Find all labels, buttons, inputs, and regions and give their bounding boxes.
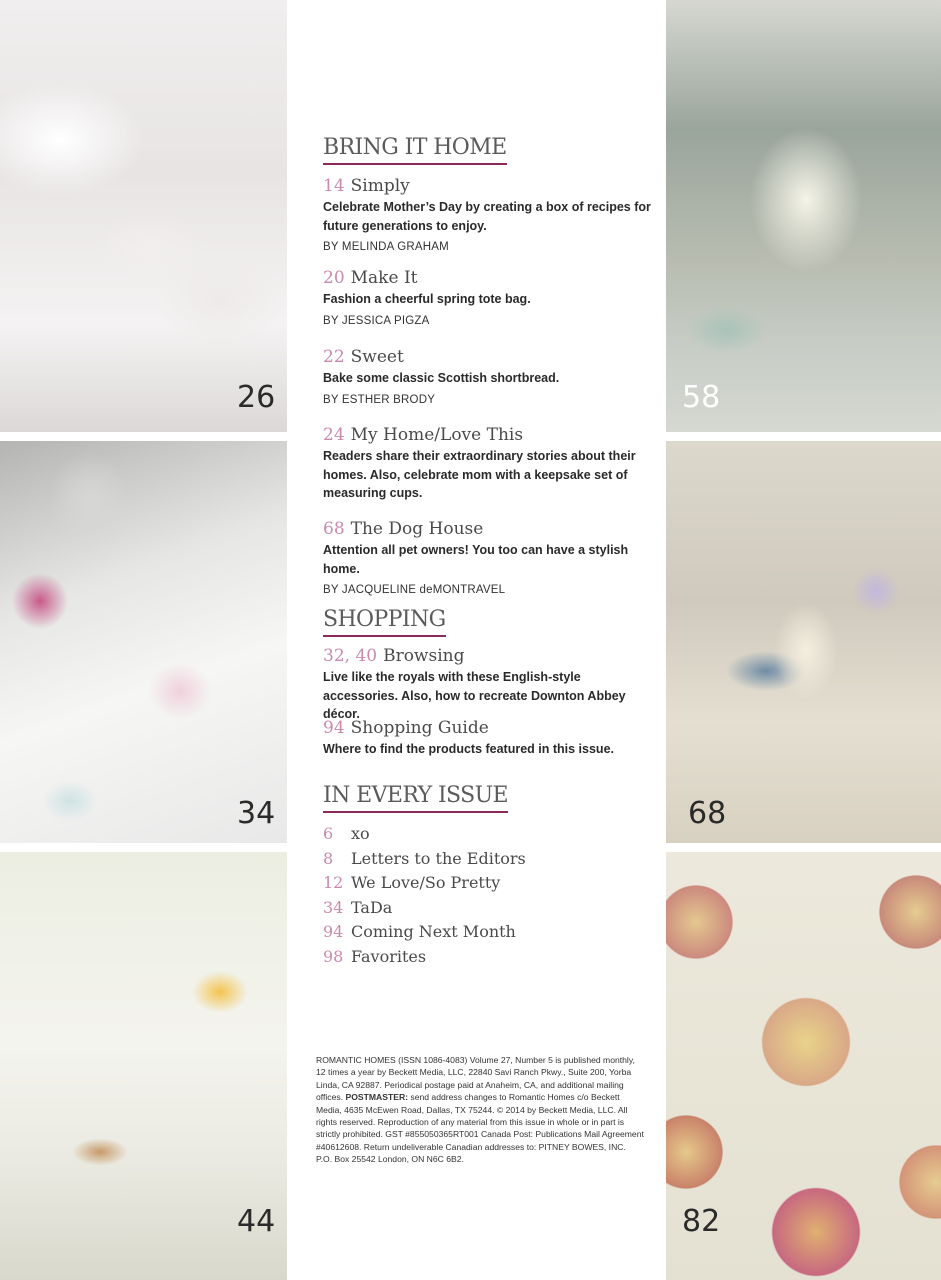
toc-entry[interactable]: [323, 425, 653, 503]
toc-byline: BY MELINDA GRAHAM: [323, 241, 449, 253]
toc-page-number: 32, 40: [323, 646, 378, 666]
photo-page-number: 68: [688, 796, 727, 831]
toc-page-number: 68: [323, 519, 345, 539]
toc-description: Attention all pet owners! You too can have a stylish home.: [323, 543, 629, 576]
toc-page-number: 20: [323, 268, 345, 288]
toc-byline: BY ESTHER BRODY: [323, 393, 436, 406]
postmaster-text: send address changes to Romantic Homes c/o Beckett Media, 4635 McEwen Road, Dallas, TX 75244. © 2014 by Beckett Media, LLC. All rights reserved. Reproduction of any material from this issue in whole or in part is strictly prohibited. GST #855050365RT001 Canada Post: Publications Mail Agreement #40612608. Return undeliverable Canadian addresses to: PITNEY BOWES, INC. P.O. Box 25542 London, ON N6C 6B2.: [316, 1092, 644, 1165]
toc-description: Fashion a cheerful spring tote bag.: [323, 292, 531, 306]
toc-page-number: 14: [323, 176, 345, 196]
toc-description: Bake some classic Scottish shortbread.: [323, 371, 560, 385]
toc-title: Make It: [350, 268, 418, 288]
toc-entry[interactable]: [323, 176, 653, 253]
section-heading-bring-it-home: BRING IT HOME: [323, 135, 507, 165]
section-heading-in-every-issue: IN EVERY ISSUE: [323, 783, 508, 813]
toc-title: The Dog House: [350, 519, 484, 539]
issue-title: TaDa: [351, 897, 393, 917]
photo-page-number: 58: [682, 380, 721, 415]
issue-page-number: 8: [323, 848, 334, 868]
issue-list-item[interactable]: [323, 871, 643, 896]
issue-page-number: 6: [323, 824, 334, 843]
issue-title: xo: [351, 824, 370, 843]
toc-title: Simply: [350, 176, 410, 196]
toc-entry[interactable]: [323, 646, 653, 724]
toc-entry[interactable]: [323, 268, 653, 327]
photo-bedroom-pillows[interactable]: [0, 0, 287, 432]
toc-description: Readers share their extraordinary stories about their homes. Also, celebrate mom with a keepsake set of measuring cups.: [323, 449, 636, 500]
issue-list-item[interactable]: [323, 920, 643, 945]
issue-title: Letters to the Editors: [351, 848, 526, 868]
photo-white-armchair-cat[interactable]: [0, 852, 287, 1280]
issue-title: Coming Next Month: [351, 922, 516, 942]
photo-bedroom-window-drapes[interactable]: [666, 0, 941, 432]
issue-title: We Love/So Pretty: [351, 873, 501, 893]
issue-list-item[interactable]: [323, 822, 643, 847]
photo-hallway-staircase-dog[interactable]: [666, 441, 941, 843]
issue-list-item[interactable]: [323, 945, 643, 970]
issue-list: [323, 822, 643, 970]
toc-description: Celebrate Mother’s Day by creating a box of recipes for future generations to enjoy.: [323, 200, 651, 233]
photo-page-number: 34: [237, 796, 276, 831]
toc-title: Sweet: [350, 347, 404, 367]
toc-title: Browsing: [383, 646, 465, 666]
issue-list-item[interactable]: [323, 847, 643, 872]
photo-floral-plates[interactable]: [666, 852, 941, 1280]
photo-teacups-table[interactable]: [0, 441, 287, 843]
toc-entry[interactable]: [323, 718, 653, 759]
photo-page-number: 26: [237, 380, 276, 415]
toc-byline: BY JACQUELINE deMONTRAVEL: [323, 584, 506, 596]
toc-entry[interactable]: [323, 519, 653, 596]
issue-page-number: 12: [323, 873, 344, 893]
photo-page-number: 82: [682, 1204, 721, 1239]
toc-page-number: 94: [323, 718, 345, 738]
toc-title: Shopping Guide: [350, 718, 489, 738]
colophon-intro: ROMANTIC HOMES (ISSN 1086-4083) Volume 27, Number 5 is published monthly, 12 times a year by Beckett Media, LLC, 22840 Savi Ranch Pkwy., Suite 200, Yorba Linda, CA 92887. Periodical postage paid at Anaheim, CA, and additional mailing offices.: [316, 1055, 635, 1103]
toc-byline: BY JESSICA PIGZA: [323, 314, 430, 327]
toc-entry[interactable]: [323, 347, 653, 406]
issue-page-number: 34: [323, 897, 344, 917]
toc-description: Live like the royals with these English-style accessories. Also, how to recreate Downton Abbey décor.: [323, 670, 626, 721]
issue-title: Favorites: [351, 946, 427, 966]
toc-title: My Home/Love This: [350, 425, 524, 445]
issue-page-number: 98: [323, 946, 344, 966]
colophon: [316, 1054, 644, 1166]
photo-page-number: 44: [237, 1204, 276, 1239]
toc-page-number: 22: [323, 347, 345, 367]
issue-page-number: 94: [323, 922, 344, 942]
postmaster-label: POSTMASTER:: [345, 1092, 409, 1103]
toc-page-number: 24: [323, 425, 345, 445]
toc-description: Where to find the products featured in this issue.: [323, 742, 614, 756]
issue-list-item[interactable]: [323, 896, 643, 921]
section-heading-shopping: SHOPPING: [323, 607, 446, 637]
